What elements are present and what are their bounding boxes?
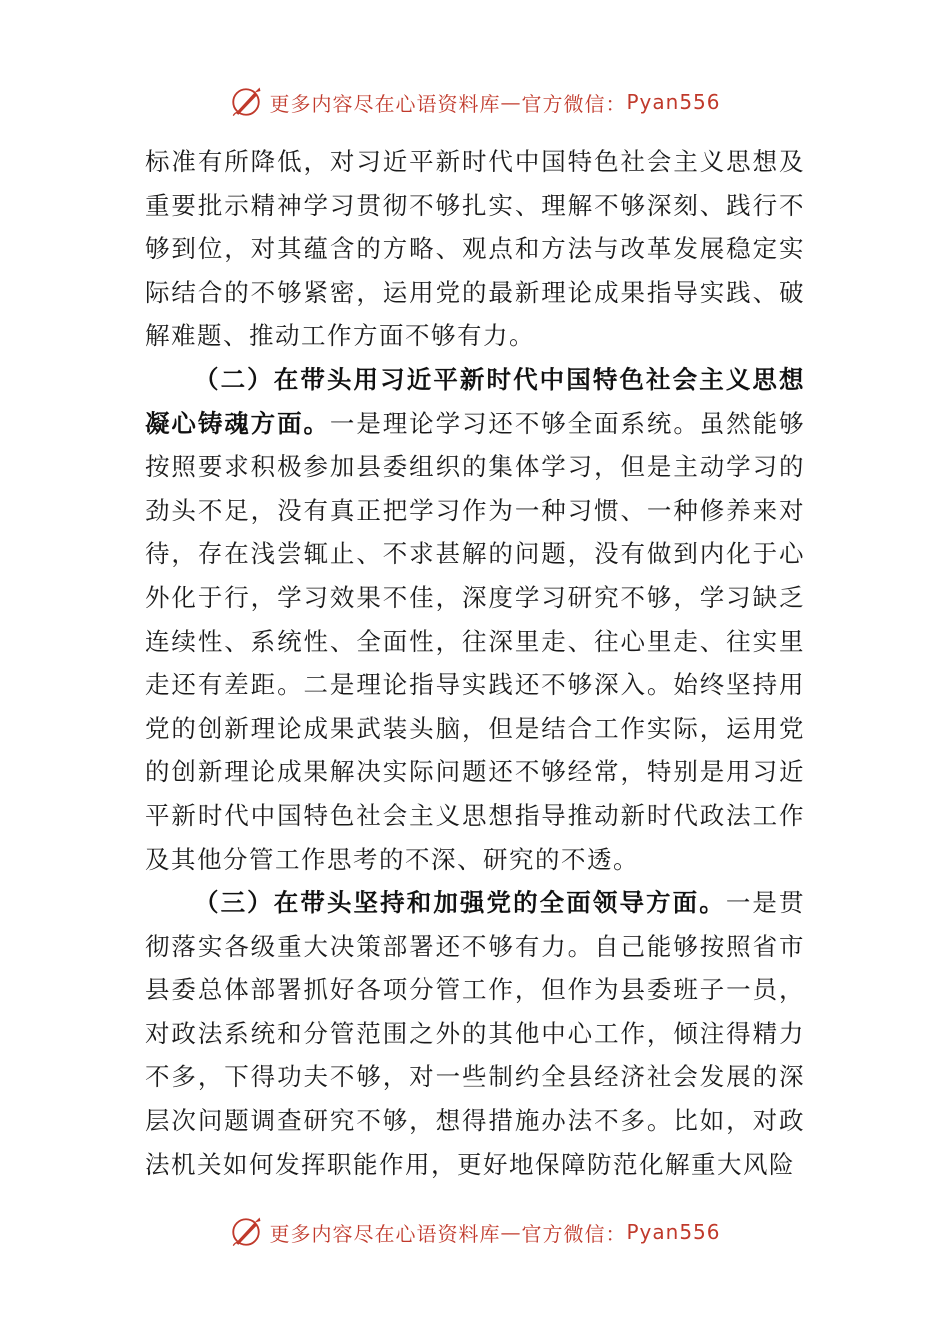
watermark-site-text: 更多内容尽在心语资料库 xyxy=(269,1221,501,1246)
pen-quill-logo-icon xyxy=(229,85,263,119)
footer-watermark xyxy=(0,1212,950,1252)
section-heading-2: （二）在带头用习近平新时代中国特色社会主义思想凝心铸魂方面。 xyxy=(145,364,805,438)
paragraph-3 xyxy=(145,881,805,1186)
header-watermark xyxy=(0,82,950,122)
watermark-official-label: 官方微信： xyxy=(521,1221,627,1246)
watermark-dash: — xyxy=(500,90,522,114)
paragraph-2-body: 一是理论学习还不够全面系统。虽然能够按照要求积极参加县委组织的集体学习，但是主动学习的劲头不足，没有真正把学习作为一种习惯、一种修养来对待，存在浅尝辄止、不求甚解的问题，没有做到内化于心外化于行，学习效果不佳，深度学习研究不够，学习缺乏连续性、系统性、全面性，往深里走、往心里走、往实里走还有差距。二是理论指导实践还不够深入。始终坚持用党的创新理论成果武装头脑，但是结合工作实际，运用党的创新理论成果解决实际问题还不够经常，特别是用习近平新时代中国特色社会主义思想指导推动新时代政法工作及其他分管工作思考的不深、研究的不透。 xyxy=(145,408,806,874)
watermark-wechat-id: Pyan556 xyxy=(626,1220,721,1244)
pen-quill-logo-icon xyxy=(229,1215,263,1249)
document-body xyxy=(145,140,805,1186)
watermark-site-text: 更多内容尽在心语资料库 xyxy=(269,91,501,116)
watermark-official-label: 官方微信： xyxy=(521,91,627,116)
section-heading-3: （三）在带头坚持和加强党的全面领导方面。 xyxy=(194,888,726,918)
watermark-dash: — xyxy=(500,1220,522,1244)
watermark-wechat-id: Pyan556 xyxy=(626,90,721,114)
paragraph-1 xyxy=(145,140,805,358)
paragraph-3-body: 一是贯彻落实各级重大决策部署还不够有力。自己能够按照省市县委总体部署抓好各项分管工作，但作为县委班子一员，对政法系统和分管范围之外的其他中心工作，倾注得精力不多，下得功夫不够，对一些制约全县经济社会发展的深层次问题调查研究不够，想得措施办法不多。比如，对政法机关如何发挥职能作用，更好地保障防范化解重大风险 xyxy=(145,888,806,1179)
paragraph-2 xyxy=(145,358,805,881)
paragraph-1-body: 标准有所降低，对习近平新时代中国特色社会主义思想及重要批示精神学习贯彻不够扎实、理解不够深刻、践行不够到位，对其蕴含的方略、观点和方法与改革发展稳定实际结合的不够紧密，运用党的最新理论成果指导实践、破解难题、推动工作方面不够有力。 xyxy=(145,147,805,351)
